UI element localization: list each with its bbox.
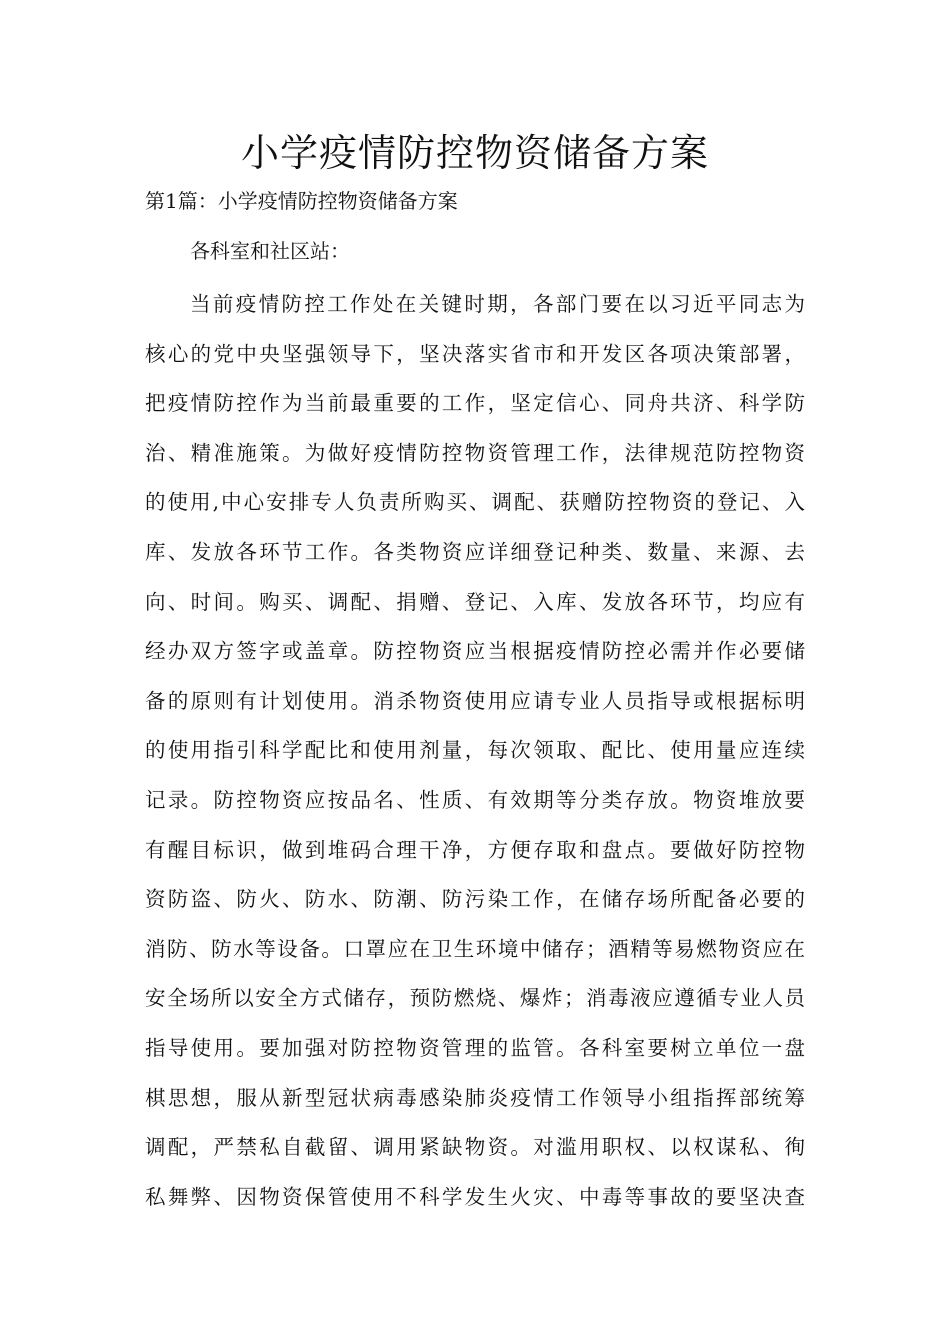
text-line: 有醒目标识，做到堆码合理干净，方便存取和盘点。要做好防控物: [145, 837, 805, 862]
text-line: 消防、防水等设备。口罩应在卫生环境中储存；酒精等易燃物资应在: [145, 936, 805, 961]
document-title: 小学疫情防控物资储备方案: [240, 131, 709, 175]
text-line: 调配，严禁私自截留、调用紧缺物资。对滥用职权、以权谋私、徇: [145, 1135, 805, 1160]
text-line: 棋思想，服从新型冠状病毒感染肺炎疫情工作领导小组指挥部统筹: [145, 1085, 805, 1110]
text-line: 指导使用。要加强对防控物资管理的监管。各科室要树立单位一盘: [145, 1035, 805, 1060]
text-line: 治、精准施策。为做好疫情防控物资管理工作，法律规范防控物资: [145, 440, 805, 465]
text-line: 向、时间。购买、调配、捐赠、登记、入库、发放各环节，均应有: [145, 589, 805, 614]
body-paragraph: [145, 280, 805, 1222]
text-line: 的使用指引科学配比和使用剂量，每次领取、配比、使用量应连续: [145, 738, 805, 763]
text-line: 资防盗、防火、防水、防潮、防污染工作，在储存场所配备必要的: [145, 887, 805, 912]
text-line: 库、发放各环节工作。各类物资应详细登记种类、数量、来源、去: [145, 539, 805, 564]
text-line: 核心的党中央坚强领导下，坚决落实省市和开发区各项决策部署，: [145, 341, 805, 366]
text-line: 备的原则有计划使用。消杀物资使用应请专业人员指导或根据标明: [145, 688, 805, 713]
text-line: 经办双方签字或盖章。防控物资应当根据疫情防控必需并作必要储: [145, 639, 805, 664]
text-line: 的使用,中心安排专人负责所购买、调配、获赠防控物资的登记、入: [145, 490, 805, 515]
salutation: 各科室和社区站：: [190, 239, 350, 263]
text-line: 私舞弊、因物资保管使用不科学发生火灾、中毒等事故的要坚决查: [145, 1184, 805, 1209]
text-line: 记录。防控物资应按品名、性质、有效期等分类存放。物资堆放要: [145, 787, 805, 812]
article-subtitle: 第1篇：小学疫情防控物资储备方案: [145, 189, 458, 213]
text-line: 当前疫情防控工作处在关键时期，各部门要在以习近平同志为: [190, 292, 805, 316]
text-line: 安全场所以安全方式储存，预防燃烧、爆炸；消毒液应遵循专业人员: [145, 986, 805, 1011]
text-line: 把疫情防控作为当前最重要的工作，坚定信心、同舟共济、科学防: [145, 391, 805, 416]
